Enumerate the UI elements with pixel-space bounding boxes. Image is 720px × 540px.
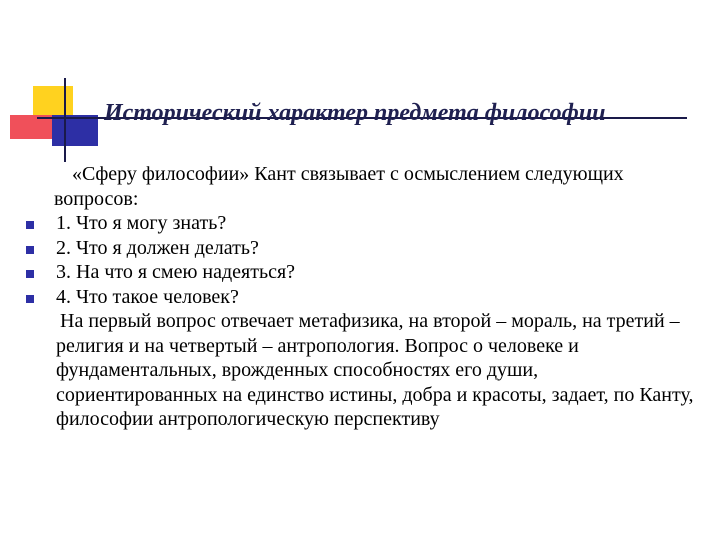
intro-paragraph: «Сферу философии» Кант связывает с осмыслением следующих вопросов: bbox=[54, 163, 624, 210]
square-bullet-icon bbox=[26, 246, 34, 254]
vertical-rule bbox=[64, 78, 66, 162]
list-item bbox=[20, 236, 700, 261]
question-text: 1. Что я могу знать? bbox=[56, 212, 227, 234]
questions-list bbox=[20, 211, 700, 309]
slide-title: Исторический характер предмета философии bbox=[104, 100, 606, 126]
list-item bbox=[20, 285, 700, 310]
square-bullet-icon bbox=[26, 295, 34, 303]
list-item bbox=[20, 211, 700, 236]
question-text: 2. Что я должен делать? bbox=[56, 236, 259, 259]
square-bullet-icon bbox=[26, 270, 34, 278]
slide-body bbox=[20, 162, 700, 432]
question-text: 4. Что такое человек? bbox=[56, 285, 239, 308]
square-bullet-icon bbox=[26, 221, 34, 229]
question-text: 3. На что я смею надеяться? bbox=[56, 261, 296, 283]
list-item bbox=[20, 260, 700, 285]
conclusion-paragraph: На первый вопрос отвечает метафизика, на второй – мораль, на третий – религия и на четвертый – антропология. Вопрос о человеке и фундаментальных, врожденных способностях его души, сориентированных на единство истины, добра и красоты, задает, по Канту, философии антропологическую перспективу bbox=[56, 310, 694, 430]
blue-square-decoration bbox=[52, 115, 98, 146]
